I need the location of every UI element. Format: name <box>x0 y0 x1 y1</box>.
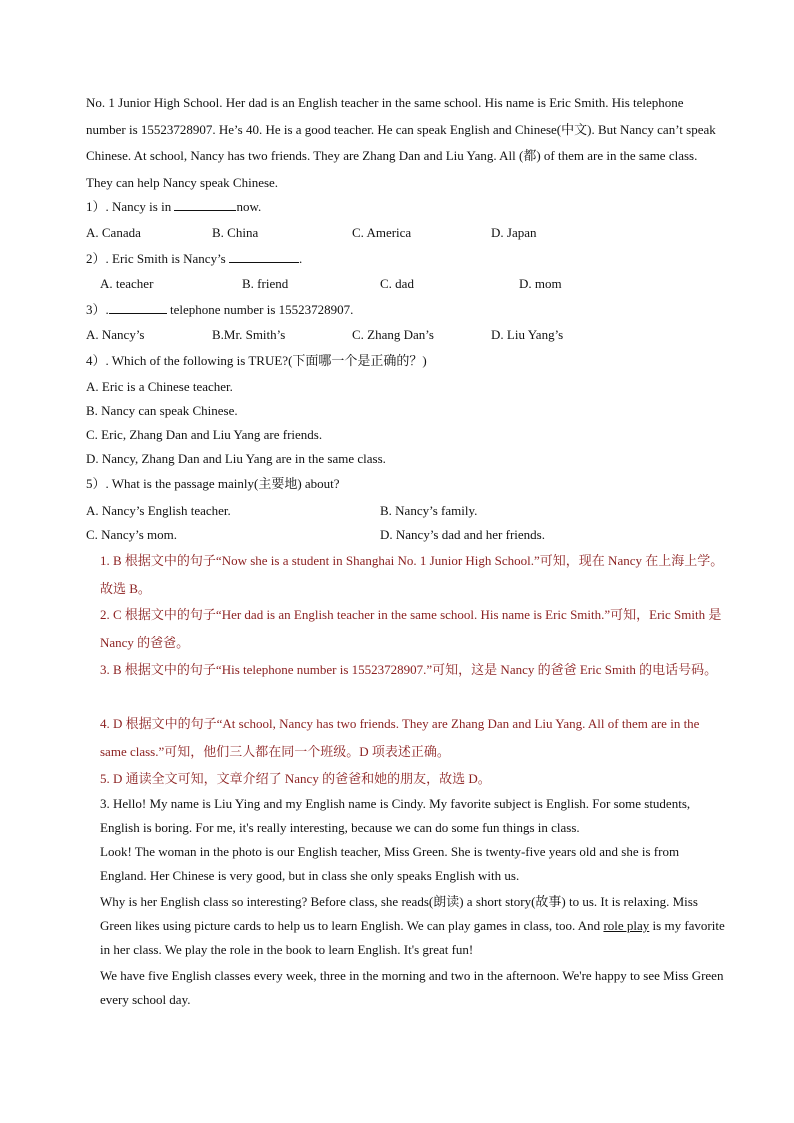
q5-option-c: C. Nancy’s mom. <box>86 527 177 542</box>
passage-3-paragraph-3-end: is my favorite in her class. We play the role in the book to learn English. It's great fun! <box>100 918 725 958</box>
q4-option-b: B. Nancy can speak Chinese. <box>86 403 238 418</box>
question-4-stem: 4）. Which of the following is TRUE?(下面哪一个是正确的？) <box>86 353 427 368</box>
question-3-stem: 3）. <box>86 302 109 317</box>
question-2-stem: 2）. Eric Smith is Nancy’s <box>86 251 229 266</box>
q5-option-d: D. Nancy’s dad and her friends. <box>380 527 545 542</box>
passage-3-paragraph-4: We have five English classes every week, three in the morning and two in the afternoon. We're happy to see Miss Green every school day. <box>100 968 724 1008</box>
q5-option-a: A. Nancy’s English teacher. <box>86 503 231 518</box>
q1-option-c: C. America <box>352 225 412 240</box>
answer-explanation-2: 2. C 根据文中的句子“Her dad is an English teacher in the same school. His name is Eric Smith.”可知，Eric Smith 是 Nancy 的爸爸。 <box>100 607 722 650</box>
q3-option-b: B.Mr. Smith’s <box>212 327 286 342</box>
q1-option-d: D. Japan <box>491 225 537 240</box>
question-3-stem-end: telephone number is 15523728907. <box>166 302 354 317</box>
q4-option-a: A. Eric is a Chinese teacher. <box>86 379 233 394</box>
q2-option-c: C. dad <box>380 276 414 291</box>
answer-blank <box>174 196 236 211</box>
passage-3-paragraph-1: 3. Hello! My name is Liu Ying and my English name is Cindy. My favorite subject is English. For some students, English is boring. For me, it's really interesting, because we can do some fun things in class. <box>100 796 691 836</box>
answer-blank <box>229 248 299 263</box>
q4-option-c: C. Eric, Zhang Dan and Liu Yang are friends. <box>86 427 323 442</box>
question-3 <box>86 299 353 319</box>
passage-3-paragraph-3 <box>100 890 726 963</box>
answer-explanation-4: 4. D 根据文中的句子“At school, Nancy has two friends. They are Zhang Dan and Liu Yang. All of them are in the same class.”可知，他们三人都在同一个班级。D 项表述正确。 <box>100 716 700 759</box>
question-5-stem: 5）. What is the passage mainly(主要地) about? <box>86 476 340 491</box>
question-2-stem-end: . <box>299 251 303 266</box>
passage-3-paragraph-3-start: Why is her English class so interesting? Before class, she reads(朗读) a short story(故事) to us. It is relaxing. Miss Green likes using picture cards to help us to learn English. We can play games in class, too. And <box>100 894 698 934</box>
question-1 <box>86 196 261 216</box>
answer-explanation-1: 1. B 根据文中的句子“Now she is a student in Shanghai No. 1 Junior High School.”可知，现在 Nancy 在上海上学。故选 B。 <box>100 553 724 596</box>
question-1-stem-end: now. <box>236 199 262 214</box>
q2-option-a: A. teacher <box>100 276 154 291</box>
q2-option-b: B. friend <box>242 276 289 291</box>
q3-option-a: A. Nancy’s <box>86 327 145 342</box>
question-1-stem: 1）. Nancy is in <box>86 199 175 214</box>
answer-explanation-5: 5. D 通读全文可知，文章介绍了 Nancy 的爸爸和她的朋友，故选 D。 <box>100 771 491 786</box>
underlined-phrase: role play <box>603 918 650 934</box>
passage-3-paragraph-2: Look! The woman in the photo is our English teacher, Miss Green. She is twenty-five years old and she is from England. Her Chinese is very good, but in class she only speaks English with us. <box>100 844 680 884</box>
q3-option-c: C. Zhang Dan’s <box>352 327 434 342</box>
question-2 <box>86 248 302 268</box>
q5-option-b: B. Nancy’s family. <box>380 503 478 518</box>
passage-1-text: No. 1 Junior High School. Her dad is an English teacher in the same school. His name is Eric Smith. His telephone number is 15523728907. He’s 40. He is a good teacher. He can speak English and Chinese(中文). But Nancy can’t speak Chinese. At school, Nancy has two friends. They are Zhang Dan and Liu Yang. All (都) of them are in the same class. They can help Nancy speak Chinese. <box>86 95 716 190</box>
q4-option-d: D. Nancy, Zhang Dan and Liu Yang are in the same class. <box>86 451 386 466</box>
q2-option-d: D. mom <box>519 276 562 291</box>
q1-option-b: B. China <box>212 225 259 240</box>
q1-option-a: A. Canada <box>86 225 141 240</box>
answer-explanation-3: 3. B 根据文中的句子“His telephone number is 15523728907.”可知，这是 Nancy 的爸爸 Eric Smith 的电话号码。 <box>100 662 718 677</box>
q3-option-d: D. Liu Yang’s <box>491 327 564 342</box>
answer-blank <box>109 299 167 314</box>
